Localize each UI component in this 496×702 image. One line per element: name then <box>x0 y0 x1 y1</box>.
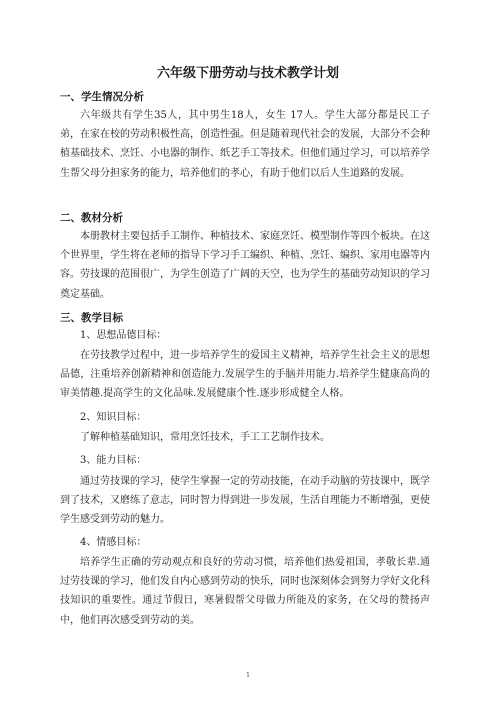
goal-paragraph-ability: 通过劳技课的学习，使学生掌握一定的劳动技能，在动手动脑的劳技课中，既学到了技术，又磨练了意志，同时智力得到进一步发展，生活自理能力不断增强，更使学生感受到劳动的魅力。 <box>60 476 430 526</box>
section-heading-student-analysis: 一、学生情况分析 <box>60 91 144 103</box>
section-heading-teaching-goals: 三、教学目标 <box>60 312 123 324</box>
textbook-analysis-paragraph: 本册教材主要包括手工制作、种植技术、家庭烹饪、模型制作等四个板块。在这个世界里，学生将在老师的指导下学习手工编织、种植、烹饪、编织、家用电器等内容。劳技课的范围很广，为学生创造了广阔的天空，也为学生的基础劳动知识的学习奠定基础。 <box>60 231 430 300</box>
goal-label-knowledge: 2、知识目标： <box>80 412 147 423</box>
goal-paragraph-knowledge: 了解种植基础知识，常用烹饪技术，手工工艺制作技术。 <box>80 432 330 443</box>
goal-paragraph-moral: 在劳技教学过程中，进一步培养学生的爱国主义精神，培养学生社会主义的思想品德，注重培养创新精神和创造能力.发展学生的手脑并用能力.培养学生健康高尚的审美情趣.提高学生的文化品味.发展健康个性.逐步形成健全人格。 <box>60 350 430 400</box>
page-title: 六年级下册劳动与技术教学计划 <box>156 66 339 81</box>
goal-paragraph-emotion: 培养学生正确的劳动观点和良好的劳动习惯，培养他们热爱祖国，孝敬长辈.通过劳技课的学习，他们发自内心感到劳动的快乐，同时也深刻体会到努力学好文化科技知识的重要性。通过节假日，寒暑假帮父母做力所能及的家务，在父母的赞扬声中，他们再次感受到劳动的美。 <box>60 557 430 626</box>
page-number: 1 <box>246 672 250 679</box>
section-heading-textbook-analysis: 二、教材分析 <box>60 212 123 224</box>
student-analysis-paragraph: 六年级共有学生35人，其中男生18人，女生 17人。学生大部分都是民工子弟，在家在校的劳动积极性高，创造性强。但是随着现代社会的发展，大部分不会种植基础技术、烹饪、小电器的制作、纸艺手工等技术。但他们通过学习，可以培养学生帮父母分担家务的能力，培养他们的孝心，有助于他们以后人生道路的发展。 <box>60 110 430 179</box>
goal-label-ability: 3、能力目标： <box>80 455 147 466</box>
goal-label-moral: 1、思想品德目标： <box>80 330 167 341</box>
goal-label-emotion: 4、情感目标： <box>80 537 147 548</box>
